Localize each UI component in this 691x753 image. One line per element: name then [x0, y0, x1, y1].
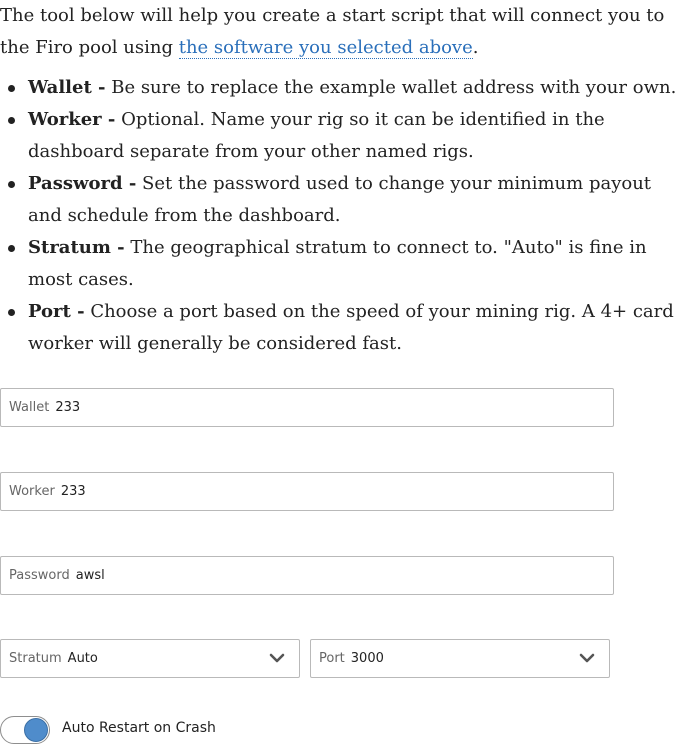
list-item-stratum — [28, 232, 688, 296]
wallet-label: Wallet — [9, 400, 50, 415]
auto-restart-toggle[interactable] — [0, 716, 50, 744]
bullet-term: Worker - — [28, 109, 116, 130]
list-item-wallet — [28, 72, 688, 104]
bullet-term: Password - — [28, 173, 137, 194]
port-select[interactable] — [310, 639, 610, 678]
bullet-desc: Set the password used to change your minimum payout and schedule from the dashboard. — [28, 173, 652, 226]
intro-text: The tool below will help you create a start script that will connect you to the Firo pool using — [0, 5, 665, 58]
selected-software-link[interactable]: the software you selected above — [178, 37, 473, 58]
worker-field[interactable] — [0, 472, 614, 511]
list-item-worker — [28, 104, 688, 168]
field-help-list — [0, 72, 688, 360]
password-field[interactable] — [0, 556, 614, 595]
bullet-desc: Choose a port based on the speed of your mining rig. A 4+ card worker will generally be considered fast. — [28, 301, 674, 354]
bullet-term: Port - — [28, 301, 85, 322]
intro-text-end: . — [472, 37, 479, 58]
stratum-select[interactable] — [0, 639, 300, 678]
chevron-down-icon[interactable] — [269, 652, 285, 664]
bullet-desc: Optional. Name your rig so it can be identified in the dashboard separate from your other named rigs. — [28, 109, 605, 162]
port-value: 3000 — [350, 651, 384, 666]
worker-label: Worker — [9, 484, 55, 499]
bullet-desc: The geographical stratum to connect to. "Auto" is fine in most cases. — [28, 237, 647, 290]
port-label: Port — [319, 651, 345, 666]
worker-value[interactable]: 233 — [60, 484, 86, 499]
stratum-value: Auto — [67, 651, 98, 666]
bullet-term: Wallet - — [28, 77, 106, 98]
list-item-port — [28, 296, 688, 360]
chevron-down-icon[interactable] — [579, 652, 595, 664]
wallet-value[interactable]: 233 — [55, 400, 81, 415]
toggle-knob — [24, 718, 48, 742]
intro-paragraph — [0, 0, 688, 64]
wallet-field[interactable] — [0, 388, 614, 427]
password-label: Password — [9, 568, 70, 583]
stratum-label: Stratum — [9, 651, 62, 666]
bullet-term: Stratum - — [28, 237, 125, 258]
bullet-desc: Be sure to replace the example wallet address with your own. — [105, 77, 677, 98]
list-item-password — [28, 168, 688, 232]
auto-restart-label: Auto Restart on Crash — [62, 720, 216, 736]
password-value[interactable]: awsl — [75, 568, 105, 583]
